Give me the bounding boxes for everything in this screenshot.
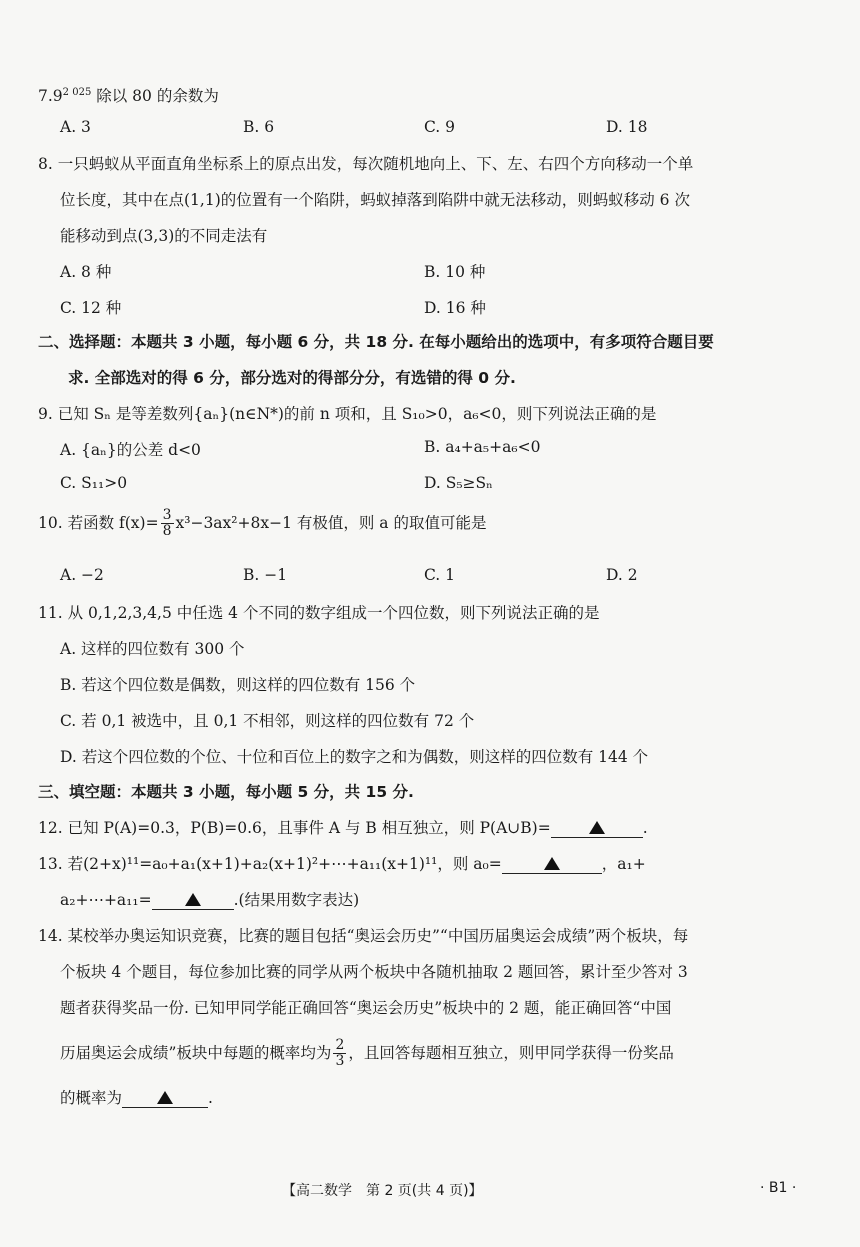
q10-option-b: B. −1	[243, 566, 288, 584]
triangle-icon	[544, 857, 560, 870]
q14-line-2: 个板块 4 个题目，每位参加比赛的同学从两个板块中各随机抽取 2 题回答，累计至少答对 3	[60, 963, 688, 981]
q8-line-3: 能移动到点(3,3)的不同走法有	[60, 227, 268, 245]
q8-line-2: 位长度，其中在点(1,1)的位置有一个陷阱，蚂蚁掉落到陷阱中就无法移动，则蚂蚁移动 6 次	[60, 191, 690, 209]
q10-option-a: A. −2	[60, 566, 104, 584]
q14-line4-pre: 历届奥运会成绩”板块中每题的概率均为	[60, 1043, 332, 1062]
triangle-icon	[157, 1091, 173, 1104]
q11-option-b: B. 若这个四位数是偶数，则这样的四位数有 156 个	[60, 676, 416, 694]
q10-fraction-denominator: 8	[162, 523, 172, 540]
q12-end: .	[642, 819, 648, 837]
q9-option-a: A. {aₙ}的公差 d<0	[60, 441, 201, 459]
q8-option-d: D. 16 种	[424, 299, 486, 317]
q8-option-a: A. 8 种	[60, 263, 112, 281]
q7-exponent: 2 025	[62, 86, 92, 98]
q11-stem: 11. 从 0,1,2,3,4,5 中任选 4 个不同的数字组成一个四位数，则下列说法正确的是	[38, 604, 600, 622]
q14-line-3: 题者获得奖品一份. 已知甲同学能正确回答“奥运会历史”板块中的 2 题，能正确回答“中国	[60, 999, 672, 1017]
q10-post: x³−3ax²+8x−1 有极值，则 a 的取值可能是	[175, 513, 487, 532]
triangle-icon	[589, 821, 605, 834]
q8-option-c: C. 12 种	[60, 299, 122, 317]
q7-option-b: B. 6	[243, 118, 275, 136]
q13-line2-pre: a₂+⋯+a₁₁=	[60, 891, 152, 909]
section-2-heading-cont: 求. 全部选对的得 6 分，部分选对的得部分分，有选错的得 0 分.	[68, 369, 516, 387]
q13-mid: ，a₁+	[601, 855, 646, 873]
q10-fraction	[161, 508, 174, 540]
q9-stem: 9. 已知 Sₙ 是等差数列{aₙ}(n∈N*)的前 n 项和，且 S₁₀>0，a₆<0，则下列说法正确的是	[38, 405, 657, 423]
q7-base: 9	[52, 87, 63, 105]
q14-line-5	[60, 1086, 213, 1108]
page-footer: 【高二数学 第 2 页(共 4 页)】	[282, 1183, 483, 1199]
q10-option-c: C. 1	[424, 566, 456, 584]
q14-line-1: 14. 某校举办奥运知识竞赛，比赛的题目包括“奥运会历史”“中国历届奥运会成绩”两个板块，每	[38, 927, 689, 945]
q14-line4-post: ，且回答每题相互独立，则甲同学获得一份奖品	[348, 1043, 674, 1062]
q8-option-b: B. 10 种	[424, 263, 486, 281]
q10-option-d: D. 2	[606, 566, 638, 584]
q14-fraction-denominator: 3	[335, 1053, 345, 1070]
q10-pre: 10. 若函数 f(x)=	[38, 513, 159, 532]
q14-line5-pre: 的概率为	[60, 1089, 123, 1107]
page-code: · B1 ·	[760, 1180, 797, 1196]
q7-text: 除以 80 的余数为	[91, 87, 219, 105]
q10-stem	[38, 508, 486, 540]
q11-option-a: A. 这样的四位数有 300 个	[60, 640, 245, 658]
q11-option-d: D. 若这个四位数的个位、十位和百位上的数字之和为偶数，则这样的四位数有 144 个	[60, 748, 649, 766]
q7-option-d: D. 18	[606, 118, 648, 136]
q13-line2-post: .(结果用数字表达)	[233, 891, 360, 909]
q14-line-4	[60, 1038, 674, 1070]
q8-line-1: 8. 一只蚂蚁从平面直角坐标系上的原点出发，每次随机地向上、下、左、右四个方向移动一个单	[38, 155, 694, 173]
q13-line-1	[38, 852, 646, 874]
q11-option-c: C. 若 0,1 被选中，且 0,1 不相邻，则这样的四位数有 72 个	[60, 712, 475, 730]
q14-line5-post: .	[208, 1089, 213, 1107]
triangle-icon	[185, 893, 201, 906]
q13-line-2	[60, 888, 359, 910]
q13-pre: 13. 若(2+x)¹¹=a₀+a₁(x+1)+a₂(x+1)²+⋯+a₁₁(x+1)¹¹，则 a₀=	[38, 855, 502, 873]
q7-number: 7.	[38, 87, 53, 105]
q12-stem	[38, 816, 648, 838]
q7-option-c: C. 9	[424, 118, 456, 136]
q7-option-a: A. 3	[60, 118, 91, 136]
q12-answer-blank[interactable]	[551, 819, 643, 838]
q9-option-c: C. S₁₁>0	[60, 474, 128, 492]
q12-text: 12. 已知 P(A)=0.3，P(B)=0.6，且事件 A 与 B 相互独立，则 P(A∪B)=	[38, 819, 551, 837]
q13-answer-blank-sum[interactable]	[152, 891, 234, 910]
q7-stem	[38, 84, 219, 106]
q9-option-d: D. S₅≥Sₙ	[424, 474, 493, 492]
q9-option-b: B. a₄+a₅+a₆<0	[424, 438, 541, 456]
q10-fraction-numerator: 3	[162, 507, 172, 523]
q13-answer-blank-a0[interactable]	[502, 855, 602, 874]
section-3-heading: 三、填空题：本题共 3 小题，每小题 5 分，共 15 分.	[38, 783, 414, 801]
q14-fraction	[333, 1038, 346, 1070]
q14-fraction-numerator: 2	[335, 1037, 345, 1053]
section-2-heading: 二、选择题：本题共 3 小题，每小题 6 分，共 18 分. 在每小题给出的选项中，有多项符合题目要	[38, 333, 714, 351]
q14-answer-blank[interactable]	[122, 1089, 208, 1108]
